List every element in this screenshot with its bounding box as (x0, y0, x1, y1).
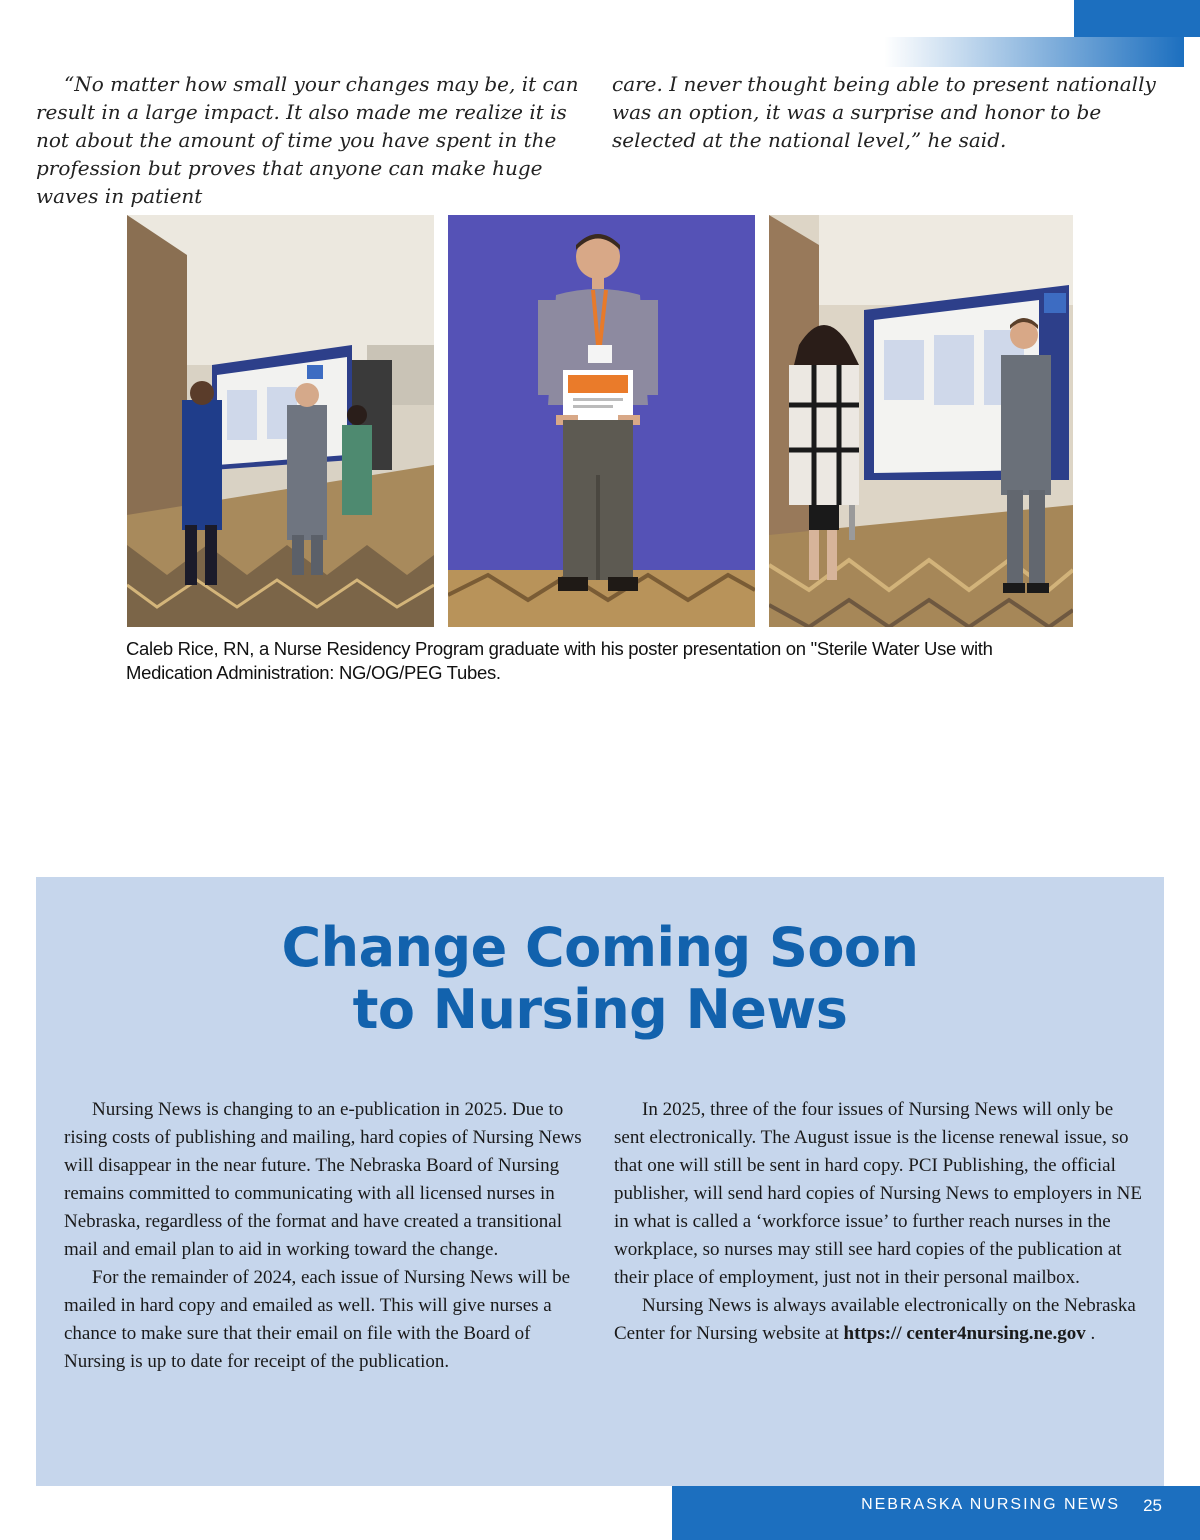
website-text: Nursing News is always available electronically on the Nebraska Center for Nursing website at (614, 1295, 1136, 1344)
publication-name: NEBRASKA NURSING NEWS (861, 1496, 1120, 1513)
announcement-title (36, 917, 1164, 1041)
announcement-title-line-1: Change Coming Soon (281, 916, 919, 979)
corner-accent-block (1074, 0, 1200, 37)
photo-presenter-certificate (448, 215, 755, 627)
announcement-box (36, 877, 1164, 1486)
announcement-column-left (64, 1096, 594, 1376)
announcement-title-line-2: to Nursing News (352, 978, 848, 1041)
announcement-paragraph: In 2025, three of the four issues of Nursing News will only be sent electronically. The August issue is the license renewal issue, so that one will still be sent in hard copy. PCI Publishing, the official publisher, will send hard copies of Nursing News to employers in NE in what is called a ‘workforce issue’ to further reach nurses in the workplace, so nurses may still see hard copies of the publication at their place of employment, just not in their personal mailbox. (614, 1099, 1142, 1288)
photo-poster-hall (127, 215, 434, 627)
quote-column-left (36, 70, 586, 210)
photo-poster-discussion (769, 215, 1073, 627)
announcement-paragraph-website (614, 1292, 1144, 1348)
website-link[interactable]: https:// center4nursing.ne.gov (843, 1323, 1086, 1344)
quote-text-left: “No matter how small your changes may be, it can result in a large impact. It also made me realize it is not about the amount of time you have spent in the profession but proves that anyone can make huge waves in patient (36, 72, 579, 208)
page-number: 25 (1143, 1496, 1162, 1515)
announcement-paragraph: For the remainder of 2024, each issue of Nursing News will be mailed in hard copy and emailed as well. This will give nurses a chance to make sure that their email on file with the Board of Nursing is up to date for receipt of the publication. (64, 1267, 571, 1372)
announcement-column-right (614, 1096, 1144, 1348)
quote-text-right: care. I never thought being able to present nationally was an option, it was a surprise and honor to be selected at the national level,” he said. (612, 72, 1156, 152)
announcement-paragraph: Nursing News is changing to an e-publication in 2025. Due to rising costs of publishing and mailing, hard copies of Nursing News will disappear in the near future. The Nebraska Board of Nursing remains committed to communicating with all licensed nurses in Nebraska, regardless of the format and have created a transitional mail and email plan to aid in working toward the change. (64, 1099, 582, 1260)
website-end: . (1085, 1323, 1096, 1344)
page-footer (672, 1486, 1200, 1540)
photo-caption: Caleb Rice, RN, a Nurse Residency Program graduate with his poster presentation on "Sterile Water Use with Medication Administration: NG/OG/PEG Tubes. (126, 638, 993, 683)
quote-column-right (612, 70, 1162, 154)
corner-accent-gradient (884, 37, 1184, 67)
